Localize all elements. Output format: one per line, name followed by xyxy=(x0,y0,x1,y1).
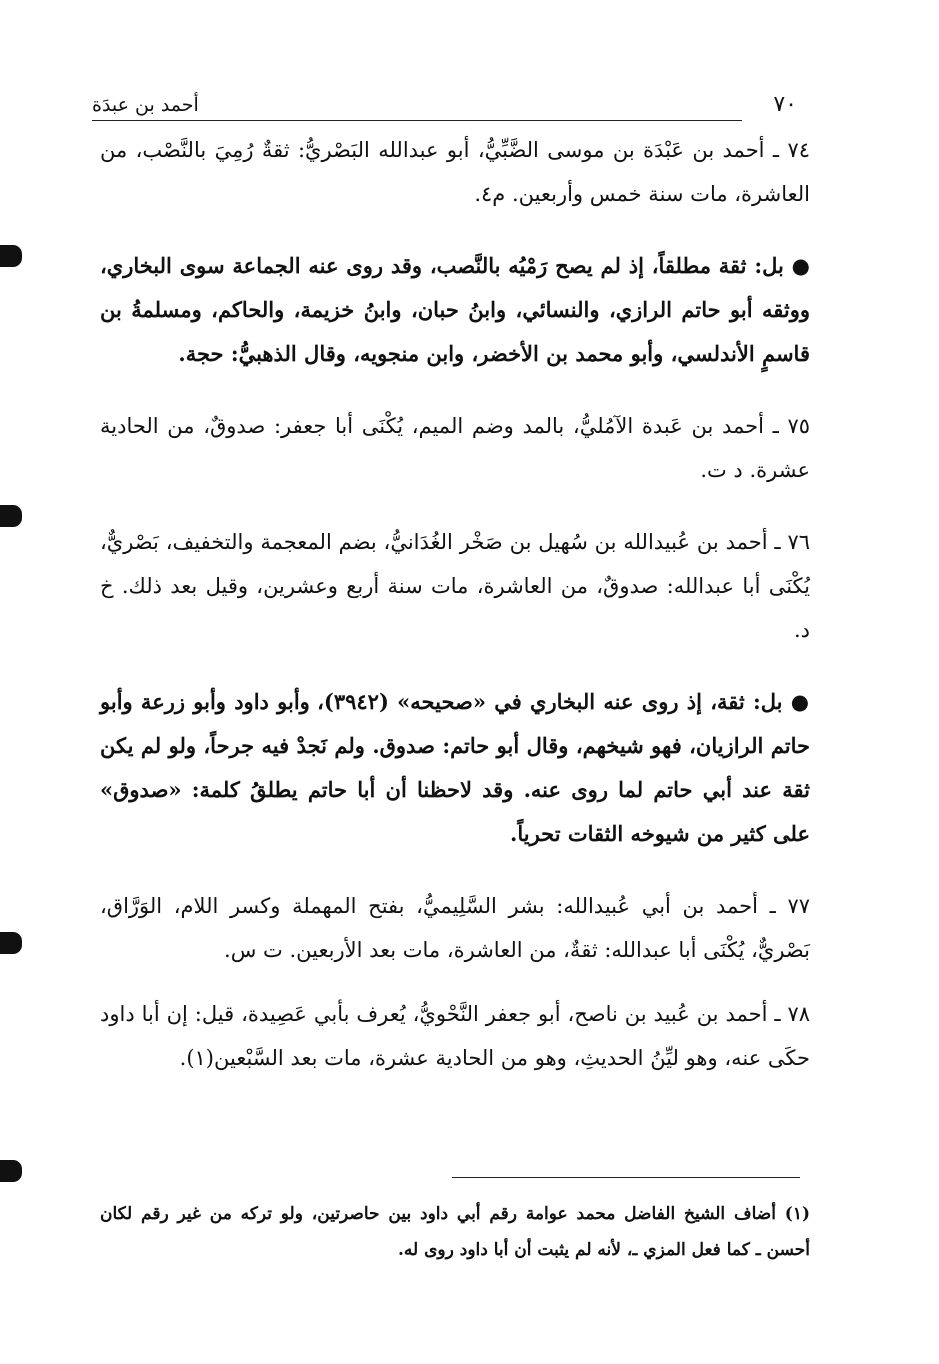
entry-78: ٧٨ ـ أحمد بن عُبيد بن ناصح، أبو جعفر النَّحْويُّ، يُعرف بأبي عَصِيدة، قيل: إن أبا داود حكَى عنه، وهو ليِّنُ الحديثِ، وهو من الحادية عشرة، مات بعد السَّبْعين(١). xyxy=(100,1002,810,1070)
commentary-74: ● بل: ثقة مطلقاً، إذ لم يصح رَمْيُه بالنَّصب، وقد روى عنه الجماعة سوى البخاري، ووثقه أبو حاتم الرازي، والنسائي، وابنُ حبان، وابنُ خزيمة، والحاكم، ومسلمةُ بن قاسمٍ الأندلسي، وأبو محمد بن الأخضر، وابن منجويه، وقال الذهبيُّ: حجة. xyxy=(100,253,810,366)
page-number: ٧٠ xyxy=(773,92,797,117)
scan-edge-mark xyxy=(0,245,22,267)
scan-edge-mark xyxy=(0,932,22,954)
header-rule xyxy=(92,120,742,121)
scan-edge-mark xyxy=(0,1160,22,1182)
page-body xyxy=(100,128,810,1080)
entry-77: ٧٧ ـ أحمد بن أبي عُبيدالله: بشر السَّلِيميُّ، بفتح المهملة وكسر اللام، الوَرَّاق، بَصْريٌّ، يُكْنَى أبا عبدالله: ثقةٌ، من العاشرة، مات بعد الأربعين. ت س. xyxy=(100,894,810,962)
page-header xyxy=(92,92,797,132)
running-title: أحمد بن عبدَة xyxy=(92,94,199,116)
entry-75: ٧٥ ـ أحمد بن عَبدة الآمُليُّ، بالمد وضم الميم، يُكْنَى أبا جعفر: صدوقٌ، من الحادية عشرة. د ت. xyxy=(100,414,810,482)
entry-76: ٧٦ ـ أحمد بن عُبيدالله بن سُهيل بن صَخْر الغُدَانيُّ، بضم المعجمة والتخفيف، بَصْريٌّ، يُكْنَى أبا عبدالله: صدوقٌ، من العاشرة، مات سنة أربع وعشرين، وقيل بعد ذلك. خ د. xyxy=(100,530,810,642)
footnote: (١) أضاف الشيخ الفاضل محمد عوامة رقم أبي داود بين حاصرتين، ولو تركه من غير رقم لكان أحسن ـ كما فعل المزي ـ، لأنه لم يثبت أن أبا داود روى له. xyxy=(100,1204,810,1260)
commentary-76: ● بل: ثقة، إذ روى عنه البخاري في «صحيحه» (٣٩٤٢)، وأبو داود وأبو زرعة وأبو حاتم الرازيان، فهو شيخهم، وقال أبو حاتم: صدوق. ولم نَجدْ فيه جرحاً، ولو لم يكن ثقة عند أبي حاتم لما روى عنه. وقد لاحظنا أن أبا حاتم يطلقُ كلمة: «صدوق» على كثير من شيوخه الثقات تحرياً. xyxy=(100,689,811,846)
scan-edge-mark xyxy=(0,505,22,527)
footnote-rule xyxy=(452,1177,800,1178)
entry-74: ٧٤ ـ أحمد بن عَبْدَة بن موسى الضَّبِّيُّ، أبو عبدالله البَصْريُّ: ثقةٌ رُمِيَ بالنَّصْب، من العاشرة، مات سنة خمس وأربعين. م٤. xyxy=(100,138,810,206)
